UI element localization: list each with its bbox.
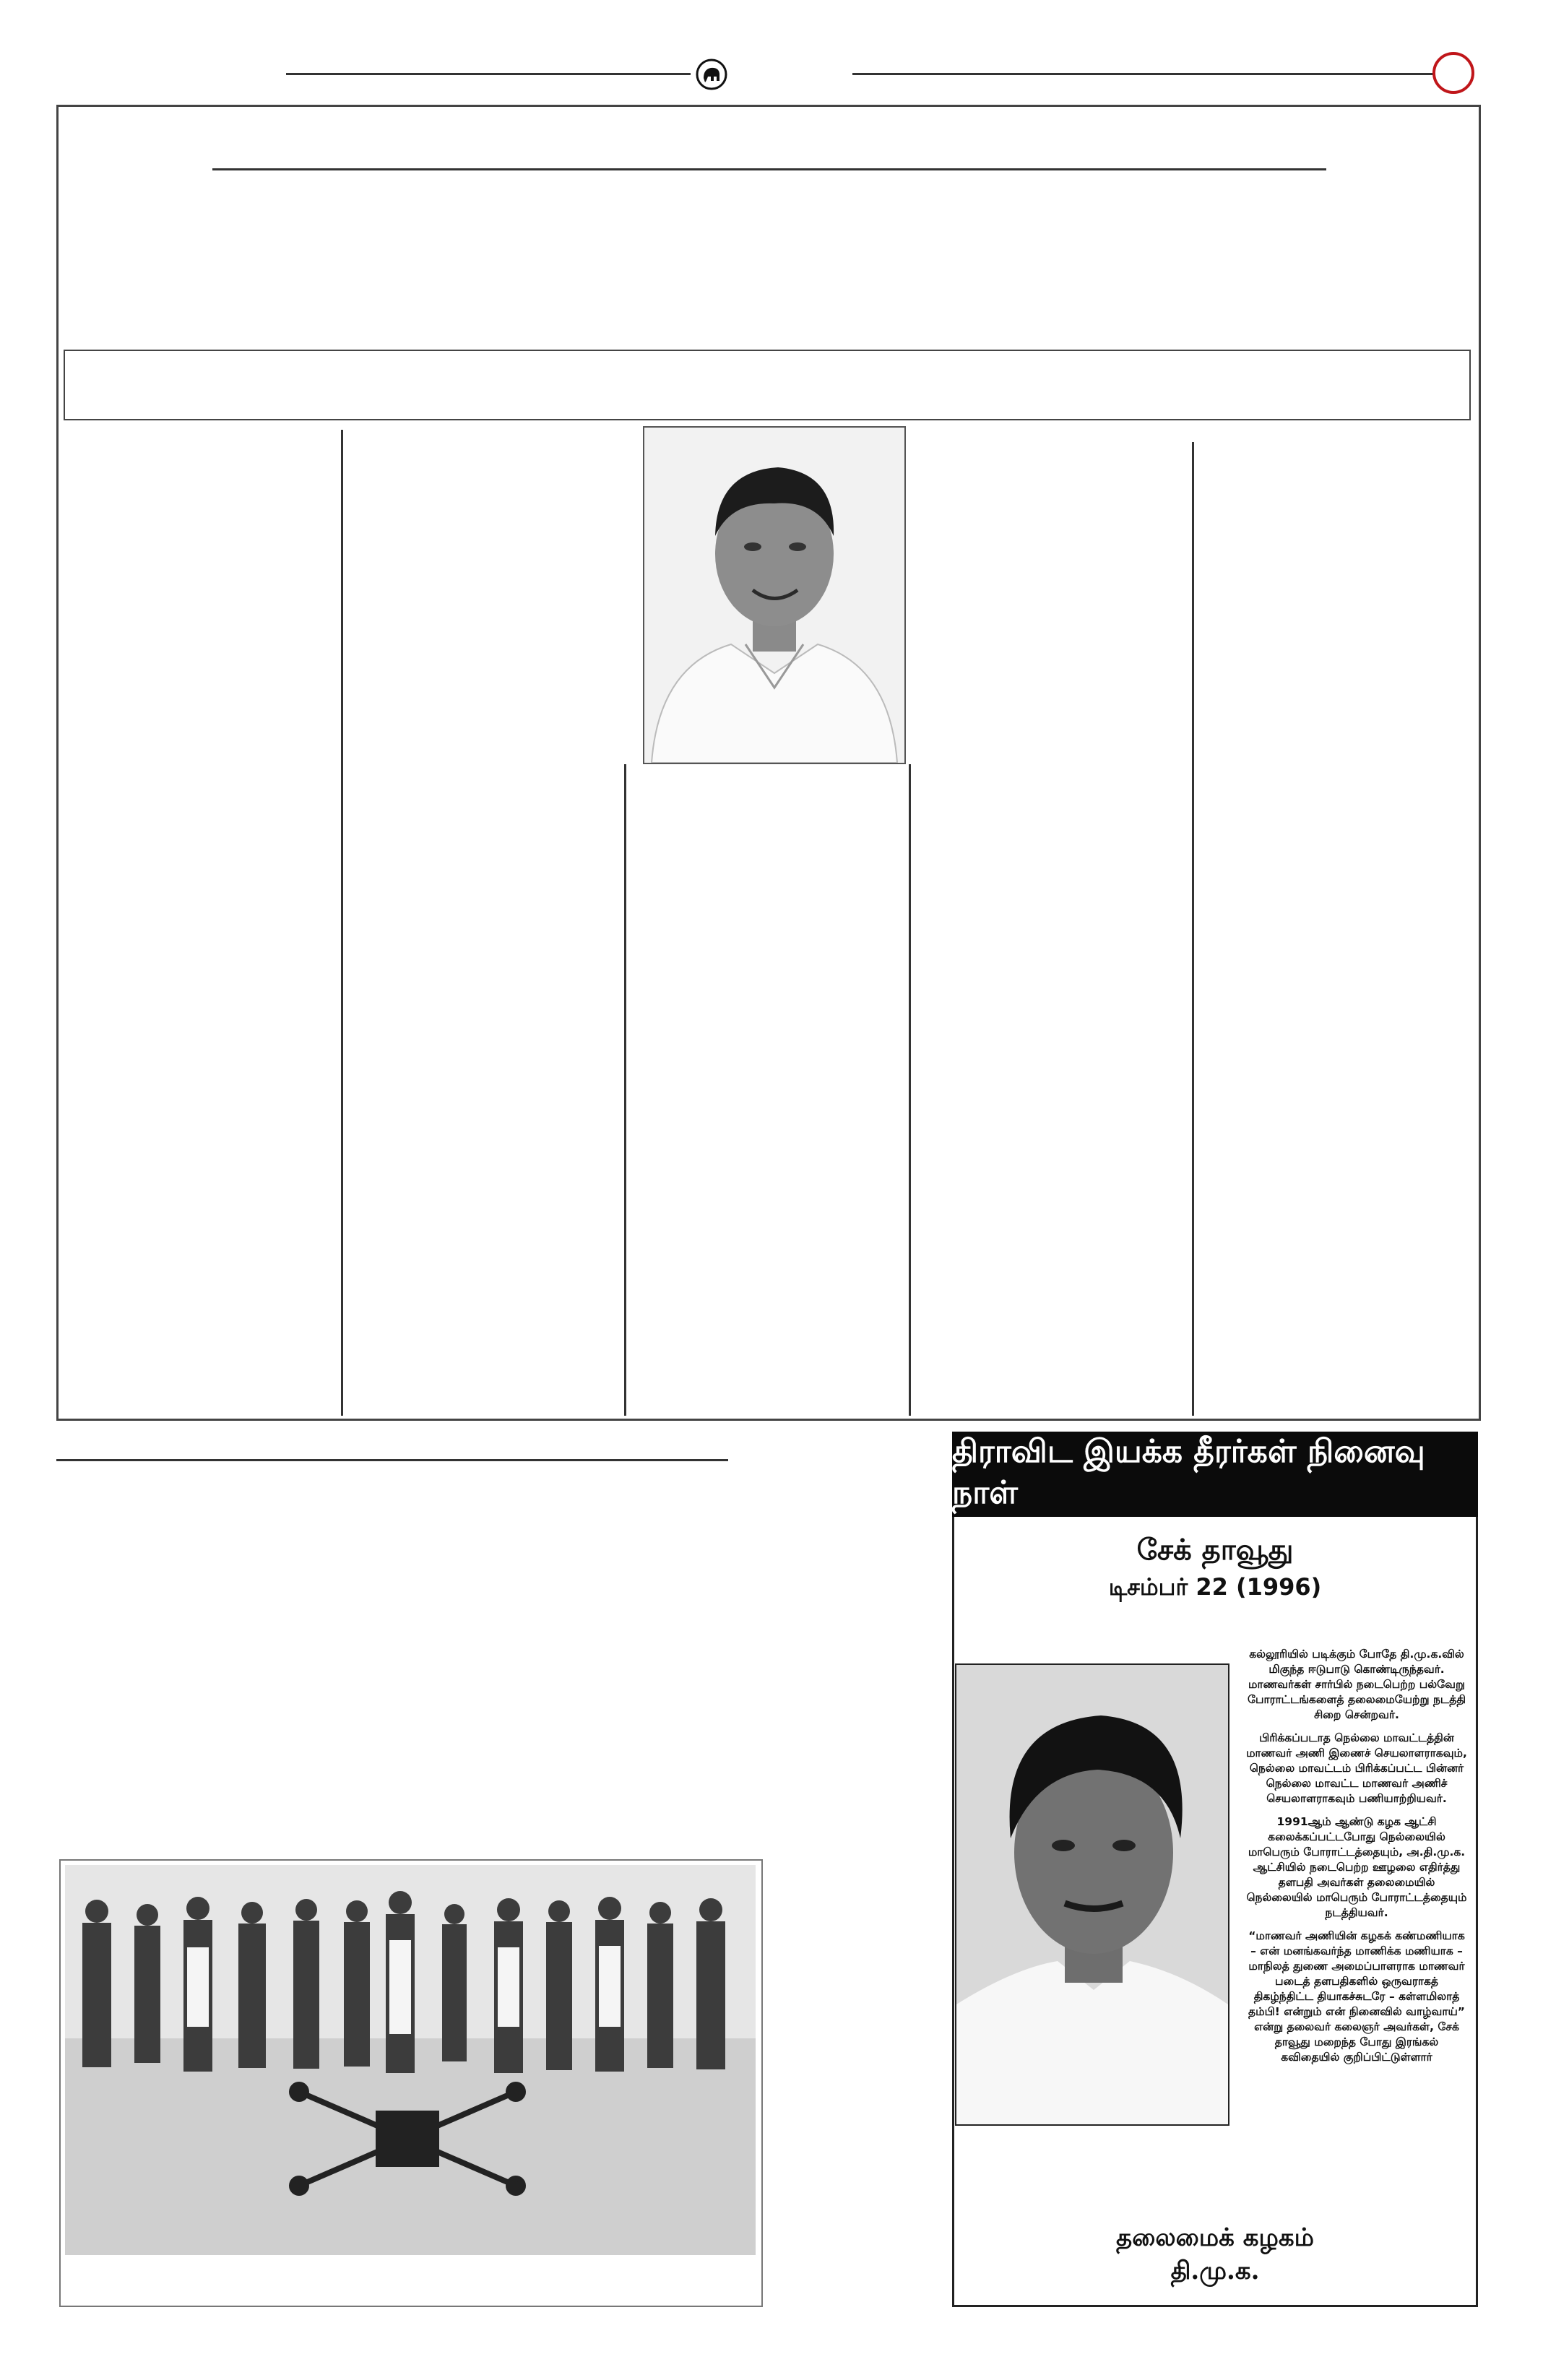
column-divider-2 <box>624 764 626 1416</box>
memorial-signature-line2: தி.மு.க. <box>1170 2256 1260 2285</box>
memorial-portrait-photo <box>955 1663 1229 2126</box>
memorial-text-column <box>1244 1647 1469 2073</box>
header-rule-left <box>286 73 691 75</box>
subheadline-box <box>64 350 1471 420</box>
memorial-paragraph-4: “மாணவர் அணியின் கழகக் கண்மணியாக – என் மனங்கவர்ந்த மாணிக்க மணியாக – மாநிலத் துணை அமைப்பாளராக மாணவர் படைத் தளபதிகளில் ஒருவராகத் திகழ்ந்திட்ட தியாகச்சுடரே – கள்ளமிலாத் தம்பி! என்றும் என் நினைவில் வாழ்வாய்” என்று தலைவர் கலைஞர் அவர்கள், சேக் தாவூது மறைந்த போது இரங்கல் கவிதையில் குறிப்பிட்டுள்ளார் <box>1248 1929 1465 2064</box>
circle-badge-icon <box>1432 52 1474 94</box>
headline-rule <box>212 168 1326 170</box>
memorial-paragraph-1: கல்லூரியில் படிக்கும் போதே தி.மு.க.வில் மிகுந்த ஈடுபாடு கொண்டிருந்தவர். மாணவர்கள் சார்பில் நடைபெற்ற பல்வேறு போராட்டங்களைத் தலைமையேற்று நடத்தி சிறை சென்றவர். <box>1247 1648 1466 1721</box>
column-divider-3 <box>909 764 911 1416</box>
memorial-signature-line1: தலைமைக் கழகம் <box>1116 2223 1314 2252</box>
memorial-name: சேக் தாவூது <box>1136 1533 1294 1567</box>
memorial-date: டிசம்பர் 22 (1996) <box>1108 1573 1322 1601</box>
memorial-paragraph-3: 1991ஆம் ஆண்டு கழக ஆட்சி கலைக்கப்பட்டபோது நெல்லையில் மாபெரும் போராட்டத்தையும், அ.தி.மு.க. ஆட்சியில் நடைபெற்ற ஊழலை எதிர்த்து தளபதி அவர்கள் தலைமையில் நெல்லையில் மாபெரும் போராட்டத்தையும் நடத்தியவர். <box>1246 1815 1467 1919</box>
drone-event-photo <box>59 1859 763 2307</box>
header-rule-right <box>852 73 1436 75</box>
column-divider-1 <box>341 430 343 1416</box>
elephant-emblem-icon <box>695 58 728 91</box>
lower-article-rule <box>56 1459 728 1461</box>
memorial-title: திராவிட இயக்க தீரர்கள் நினைவு நாள் <box>952 1432 1478 1517</box>
column-divider-4 <box>1192 442 1194 1416</box>
portrait-photo <box>643 426 906 764</box>
memorial-paragraph-2: பிரிக்கப்படாத நெல்லை மாவட்டத்தின் மாணவர் அணி இணைச் செயலாளராகவும், நெல்லை மாவட்டம் பிரிக்கப்பட்ட பின்னர் நெல்லை மாவட்ட மாணவர் அணிச் செயலாளராகவும் பணியாற்றியவர். <box>1246 1731 1467 1805</box>
